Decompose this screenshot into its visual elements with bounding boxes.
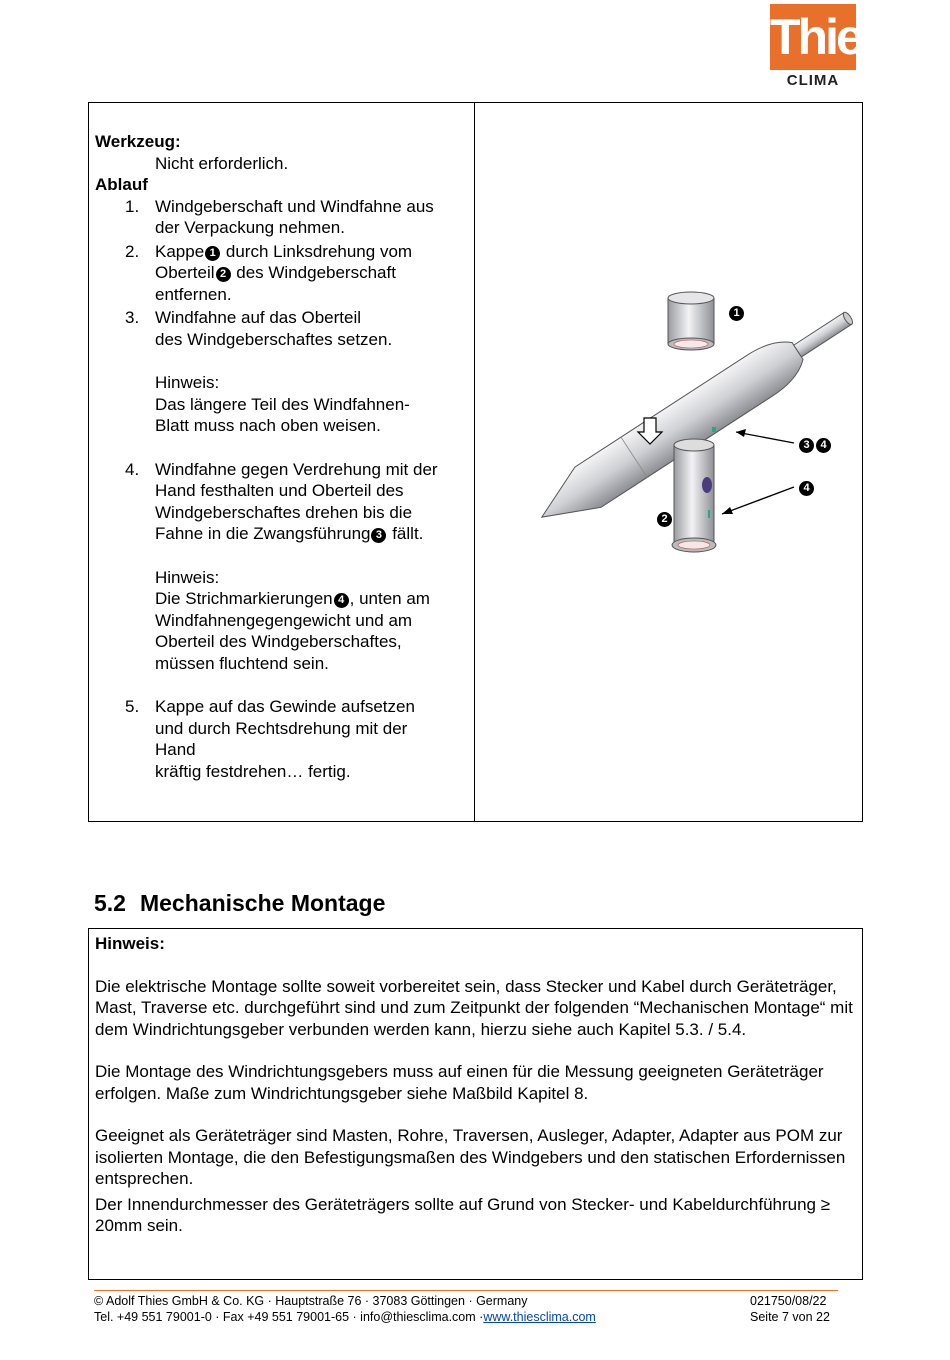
marker-1-icon: 1 [205,246,220,261]
step-2 [95,241,470,306]
note-text: müssen fluchtend sein. [155,653,329,673]
step-number: 2. [125,241,140,261]
website-link[interactable]: www.thiesclima.com [483,1309,596,1324]
section-number: 5.2 [94,890,126,916]
step-4 [95,459,470,675]
step-3 [95,307,470,437]
step-text: Oberteil [155,263,215,282]
step-text: Fahne in die Zwangsführung [155,524,371,543]
logo-mark: Thies [770,4,856,70]
step-text: fällt. [387,524,424,543]
logo-subtitle: CLIMA [786,72,840,89]
mounting-note-box [88,928,863,1280]
wind-vane-illustration [476,280,861,580]
callout-marker-1: 1 [729,306,744,321]
cap-part [668,292,714,350]
step-text: und durch Rechtsdrehung mit der [155,718,408,738]
step-text: Hand [155,740,196,759]
callout-marker-3: 3 [799,438,814,453]
tool-heading: Werkzeug: [95,132,181,151]
marker-3-icon: 3 [371,528,386,543]
step-number: 5. [125,697,140,716]
step-5 [95,696,470,782]
step-number: 4. [125,459,140,479]
note-label: Hinweis: [155,567,220,587]
note-text: Oberteil des Windgeberschaftes, [155,632,402,651]
step-text: entfernen. [155,284,232,304]
step-text: des Windgeberschaftes setzen. [155,329,393,349]
footer-divider [94,1290,838,1291]
note-paragraph-2: Die Montage des Windrichtungsgebers muss auf einen für die Messung geeigneten Geräteträger erfolgen. Maße zum Windrichtungsgeber siehe Maßbild Kapitel 8. [95,1062,824,1103]
step-text: Windgeberschaftes drehen bis die [155,502,413,522]
table-divider [474,103,475,821]
note-text: Die Strichmarkierungen [155,589,333,608]
step-number: 1. [125,196,140,216]
marker-2-icon: 2 [216,267,231,282]
callout-marker-4: 4 [816,438,831,453]
step-text: Windfahne gegen Verdrehung mit der [155,459,438,479]
footer-contact-text: Tel. +49 551 79001-0 · Fax +49 551 79001-65 · info@thiesclima.com · [94,1309,484,1324]
callout-marker-4: 4 [799,481,814,496]
note-paragraph-3: Geeignet als Geräteträger sind Masten, Rohre, Traversen, Ausleger, Adapter, Adapter aus POM zur isolierten Montage, die den Befestigungsmaßen des Windgebers und den statischen Erfordernissen entsprechen. [95,1126,846,1188]
footer-address: © Adolf Thies GmbH & Co. KG · Hauptstraße 76 · 37083 Göttingen · Germany [94,1294,528,1308]
note-text: Das längere Teil des Windfahnen- [155,394,410,414]
section-heading [94,890,385,917]
step-text: Kappe [155,241,205,261]
note-text: Windfahnengegengewicht und am [155,610,413,630]
page-number: Seite 7 von 22 [750,1309,830,1324]
step-text: der Verpackung nehmen. [155,218,345,237]
step-text: kräftig festdrehen… fertig. [155,761,351,781]
step-text: Windgeberschaft und Windfahne aus [155,196,434,216]
note-label: Hinweis: [155,373,220,392]
step-text: durch Linksdrehung vom [221,241,413,261]
page-footer [94,1294,838,1325]
note-label: Hinweis: [95,934,165,953]
callout-marker-2: 2 [657,512,672,527]
upper-part [672,427,716,552]
footer-contact [94,1310,838,1326]
step-text: Kappe auf das Gewinde aufsetzen [155,697,415,716]
document-id: 021750/08/22 [750,1294,827,1308]
note-paragraph-4: Der Innendurchmesser des Geräteträgers sollte auf Grund von Stecker- und Kabeldurchführung ≥ 20mm sein. [95,1194,831,1235]
step-text: des Windgeberschaft [231,263,396,282]
step-text: Hand festhalten und Oberteil des [155,481,404,500]
tool-text: Nicht erforderlich. [155,153,289,173]
section-title: Mechanische Montage [139,890,386,916]
process-heading: Ablauf [95,175,148,194]
note-paragraph-1: Die elektrische Montage sollte soweit vorbereitet sein, dass Stecker und Kabel durch Geräteträger, Mast, Traverse etc. durchgeführt sind und zum Zeitpunkt der folgenden “Mechanischen Montage“ mit dem Windrichtungsgeber verbunden werden kann, hierzu siehe auch Kapitel 5.3. / 5.4. [95,976,853,1039]
step-number: 3. [125,308,140,327]
note-text: Blatt muss nach oben weisen. [155,416,381,435]
step-1 [95,196,470,239]
note-text: , unten am [349,589,430,608]
step-text: Windfahne auf das Oberteil [155,308,362,327]
footer-right [750,1294,838,1325]
marker-4-icon: 4 [334,593,349,608]
procedure-instructions [95,131,470,782]
thies-clima-logo [770,4,886,89]
